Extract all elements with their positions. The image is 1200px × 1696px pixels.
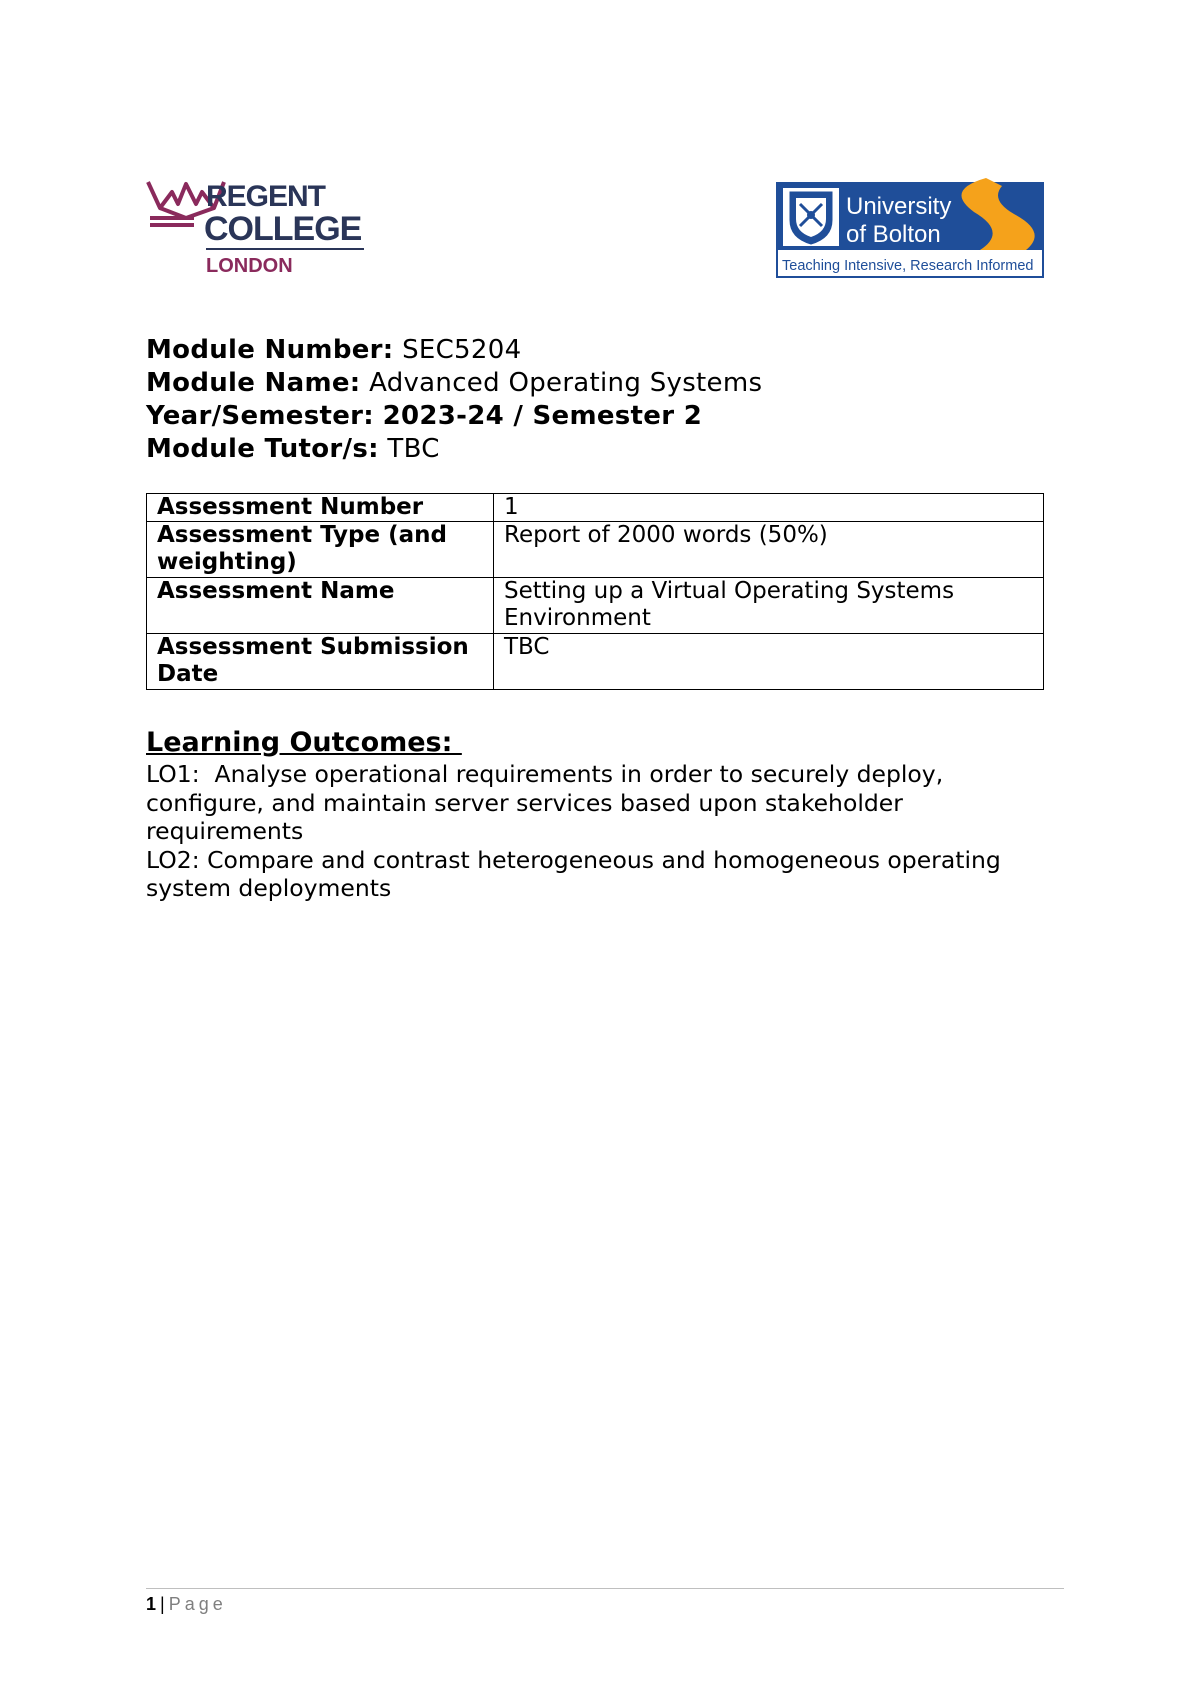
submission-date-label: Assessment Submission Date — [147, 634, 494, 690]
footer-divider — [146, 1588, 1064, 1589]
table-row — [147, 578, 1044, 634]
learning-outcomes-list — [146, 760, 1046, 903]
year-semester-line — [146, 400, 1046, 433]
university-of-bolton-logo — [776, 174, 1044, 278]
year-semester-label: Year/Semester: — [146, 401, 374, 431]
submission-date-value: TBC — [494, 634, 1044, 690]
bolton-logo-line1: University — [846, 193, 952, 220]
regent-logo-line3: LONDON — [206, 255, 293, 277]
module-tutor-value: TBC — [387, 434, 440, 464]
module-info — [146, 334, 1046, 466]
bolton-logo-line2: of Bolton — [846, 221, 941, 248]
page-label: Page — [168, 1594, 227, 1614]
module-tutor-line — [146, 433, 1046, 466]
assessment-type-label: Assessment Type (and weighting) — [147, 522, 494, 578]
assessment-type-value: Report of 2000 words (50%) — [494, 522, 1044, 578]
learning-outcome-1: LO1: Analyse operational requirements in order to securely deploy, configure, and maintain server services based upon stakeholder requirements — [146, 760, 951, 845]
footer-separator: | — [160, 1594, 165, 1614]
module-name-line — [146, 367, 1046, 400]
assessment-number-value: 1 — [494, 494, 1044, 522]
assessment-number-label: Assessment Number — [147, 494, 494, 522]
module-name-value: Advanced Operating Systems — [369, 368, 763, 398]
module-tutor-label: Module Tutor/s: — [146, 434, 379, 464]
table-row — [147, 634, 1044, 690]
table-row — [147, 494, 1044, 522]
module-name-label: Module Name: — [146, 368, 361, 398]
regent-logo-line1: REGENT — [206, 180, 326, 213]
learning-outcome-2: LO2: Compare and contrast heterogeneous and homogeneous operating system deployments — [146, 845, 1009, 902]
module-number-line — [146, 334, 1046, 367]
table-row — [147, 522, 1044, 578]
assessment-name-label: Assessment Name — [147, 578, 494, 634]
assessment-name-value: Setting up a Virtual Operating Systems Environment — [494, 578, 1044, 634]
year-semester-value: 2023-24 / Semester 2 — [382, 401, 703, 431]
bolton-logo-tagline: Teaching Intensive, Research Informed — [782, 258, 1034, 274]
page-number: 1 — [146, 1594, 157, 1614]
page-footer — [146, 1592, 227, 1616]
module-number-label: Module Number: — [146, 335, 394, 365]
regent-college-logo — [146, 178, 376, 282]
assessment-table — [146, 493, 1044, 690]
regent-logo-line2: COLLEGE — [204, 210, 362, 248]
module-number-value: SEC5204 — [402, 335, 522, 365]
learning-outcomes-heading: Learning Outcomes: — [146, 727, 462, 758]
crest-icon — [790, 192, 832, 244]
